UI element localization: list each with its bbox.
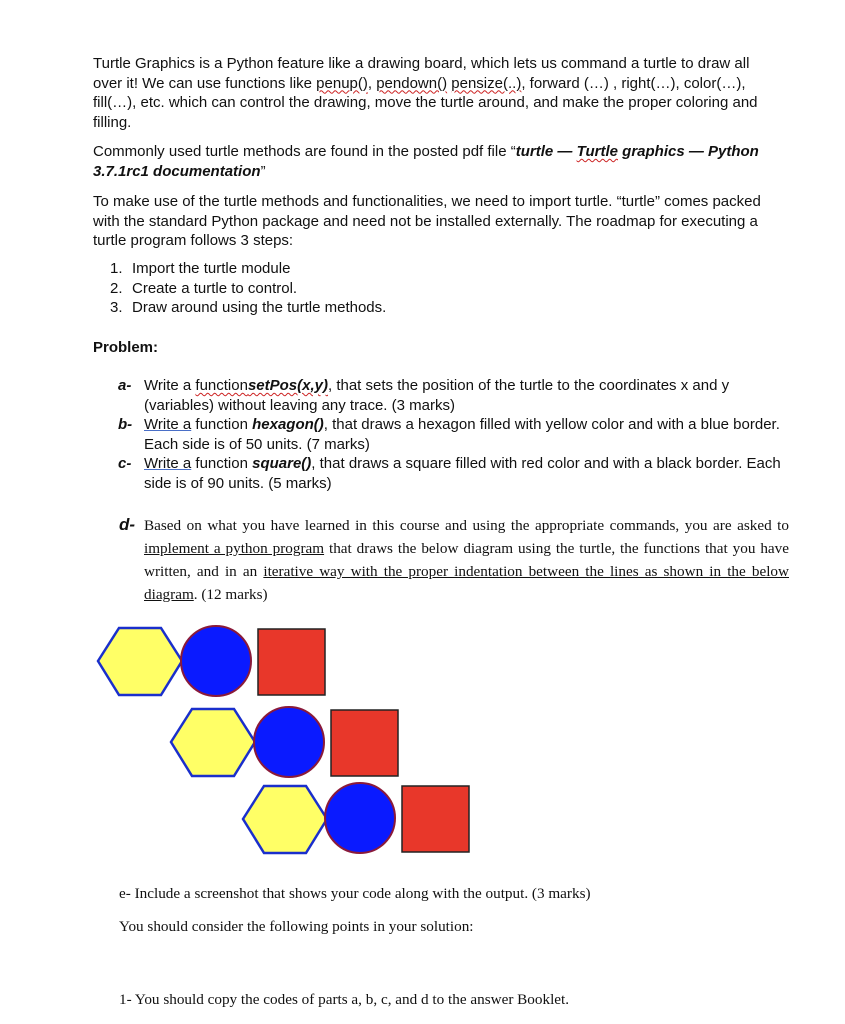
intro-text: Turtle Graphics is a Python feature like a drawing board, which lets us command a turtle to draw all over it! We can use functions like xyxy=(93,55,750,92)
turtle-diagram xyxy=(0,600,845,870)
doc-title-part: turtle — xyxy=(515,143,577,160)
function-word: function xyxy=(195,377,248,394)
red-square xyxy=(331,710,398,776)
question-text-part: that draws the below diagram using the turtle, the functions that you have written, and in an xyxy=(144,540,789,580)
step-number: 3. xyxy=(110,299,123,316)
question-text xyxy=(144,514,789,606)
underlined-text: implement a python program xyxy=(144,540,325,557)
function-name: hexagon() xyxy=(252,416,324,433)
list-item xyxy=(110,298,710,318)
consider-note: You should consider the following points in your solution: xyxy=(119,918,474,935)
diagram-row-2 xyxy=(171,707,398,777)
yellow-hexagon xyxy=(98,628,182,695)
write-a-text: Write a xyxy=(144,455,192,472)
question-label: b- xyxy=(118,416,133,433)
write-a-text: Write a xyxy=(144,416,192,433)
blue-circle xyxy=(254,707,324,777)
intro-text-cont: , forward (…) , right(…), color(…), fill(…), etc. which can control the drawing, move the turtle around, and make the proper coloring and filling. xyxy=(93,74,758,131)
reference-text: Commonly used turtle methods are found in the posted pdf file “ xyxy=(93,143,516,160)
separator: , xyxy=(367,74,377,92)
question-text-part: , that sets the position of the turtle to the coordinates x and y (variables) without leaving any trace. (3 marks) xyxy=(144,377,730,414)
question-text-part: . (12 marks) xyxy=(193,586,268,603)
question-text xyxy=(144,454,784,493)
question-text-part: function xyxy=(191,455,253,472)
underlined-text: iterative way with the proper indentation between the lines as shown in the below diagram xyxy=(144,563,789,603)
diagram-row-1 xyxy=(98,626,325,696)
list-item xyxy=(110,279,710,299)
question-label: d- xyxy=(119,515,136,534)
intro-paragraph-2 xyxy=(93,142,783,181)
doc-title-part: graphics — Python 3.7.1rc1 documentation xyxy=(93,143,759,180)
question-label: a- xyxy=(118,377,132,394)
question-text-part: , that draws a hexagon filled with yellow color and with a blue border. Each side is of 50 units. (7 marks) xyxy=(144,416,780,453)
red-square xyxy=(258,629,325,695)
function-name: square() xyxy=(252,455,312,472)
step-text: Import the turtle module xyxy=(132,260,291,277)
question-text-part: Based on what you have learned in this course and using the appropriate commands, you are asked to xyxy=(144,517,789,534)
pensize-function: pensize(..) xyxy=(451,74,522,92)
intro-paragraph-1 xyxy=(93,54,773,132)
question-text xyxy=(144,415,784,454)
question-label: c- xyxy=(118,455,132,472)
intro-paragraph-3: To make use of the turtle methods and functionalities, we need to import turtle. “turtle” comes packed with the standard Python package and need not be installed externally. The roadmap for executing a turtle program follows 3 steps: xyxy=(93,193,761,249)
step-number: 2. xyxy=(110,279,123,297)
step-text: Draw around using the turtle methods. xyxy=(132,299,387,316)
step-number: 1. xyxy=(110,260,123,277)
blue-circle xyxy=(181,626,251,696)
problem-heading: Problem: xyxy=(93,339,159,356)
question-e: e- Include a screenshot that shows your code along with the output. (3 marks) xyxy=(119,885,591,902)
question-text xyxy=(144,376,784,415)
question-text-part: function xyxy=(191,416,253,433)
red-square xyxy=(402,786,469,852)
pendown-function: pendown() xyxy=(376,74,448,92)
closing-quote: ” xyxy=(260,162,266,180)
function-name: setPos(x,y) xyxy=(247,377,328,394)
penup-function: penup() xyxy=(316,74,368,92)
step-text: Create a turtle to control. xyxy=(132,279,298,297)
point-1: 1- You should copy the codes of parts a, b, c, and d to the answer Booklet. xyxy=(119,991,570,1008)
yellow-hexagon xyxy=(171,709,255,776)
doc-title-part: Turtle xyxy=(576,143,618,160)
diagram-row-3 xyxy=(243,783,469,853)
yellow-hexagon xyxy=(243,786,327,853)
blue-circle xyxy=(325,783,395,853)
list-item xyxy=(110,259,710,279)
question-text-part: Write a xyxy=(144,377,196,394)
steps-list xyxy=(110,259,710,318)
question-text-part: , that draws a square filled with red color and with a black border. Each side is of 90 units. (5 marks) xyxy=(144,455,781,492)
